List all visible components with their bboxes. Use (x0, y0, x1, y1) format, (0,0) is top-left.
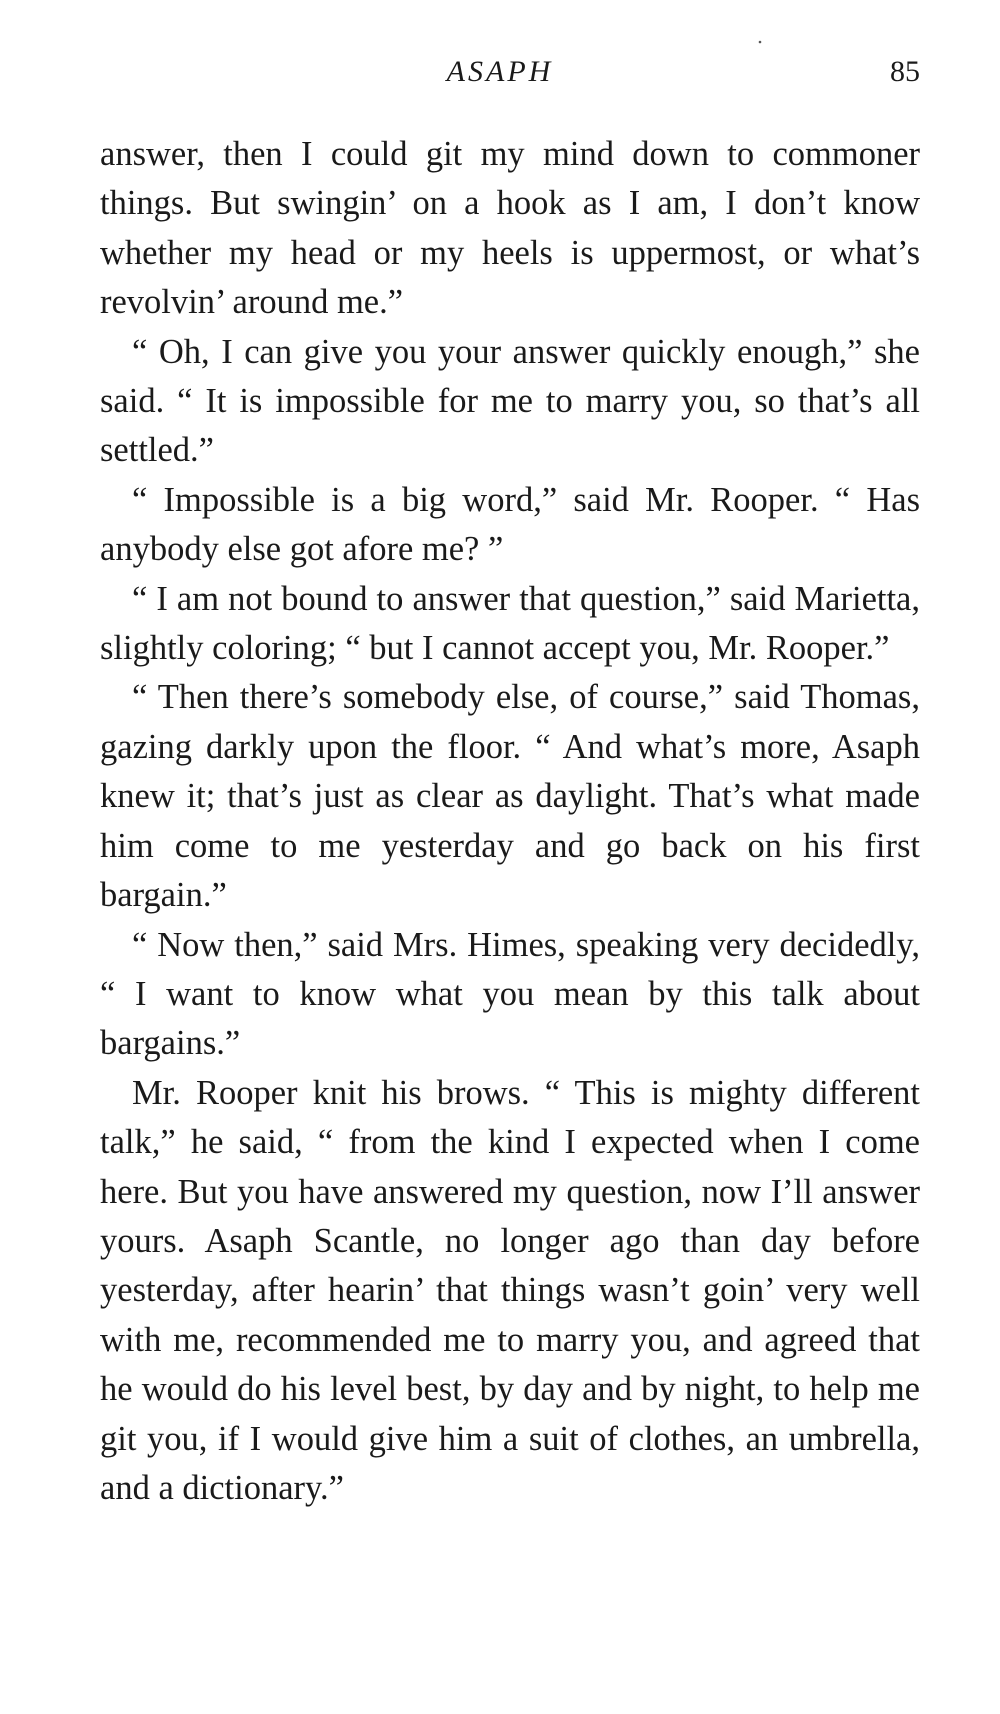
body-text (100, 130, 920, 1513)
running-head (0, 52, 1000, 92)
paragraph: Mr. Rooper knit his brows. “ This is mighty different talk,” he said, “ from the kind I expected when I come here. But you have answered my question, now I’ll answer yours. Asaph Scantle, no longer ago than day before yesterday, after hearin’ that things wasn’t goin’ very well with me, recommended me to marry you, and agreed that he would do his level best, by day and by night, to help me git you, if I would give him a suit of clothes, an umbrella, and a dictionary.” (100, 1073, 920, 1507)
paragraph: “ Then there’s somebody else, of course,” said Thomas, gazing darkly upon the floor. “ And what’s more, Asaph knew it; that’s just as clear as daylight. That’s what made him come to me yesterday and go back on his first bargain.” (100, 678, 920, 915)
paragraph: “ Impossible is a big word,” said Mr. Rooper. “ Has anybody else got afore me? ” (100, 480, 920, 569)
page-number: 85 (890, 55, 920, 88)
paragraph: “ Oh, I can give you your answer quickly enough,” she said. “ It is impossible for me to marry you, so that’s all settled.” (100, 332, 920, 470)
paragraph-continued: answer, then I could git my mind down to commoner things. But swingin’ on a hook as I am, I don’t know whether my head or my heels is uppermost, or what’s revolvin’ around me.” (100, 135, 920, 322)
paragraph: “ I am not bound to answer that question,” said Marietta, slightly coloring; “ but I cannot accept you, Mr. Rooper.” (100, 579, 920, 668)
paragraph: “ Now then,” said Mrs. Himes, speaking very decidedly, “ I want to know what you mean by this talk about bargains.” (100, 925, 920, 1063)
running-title: ASAPH (446, 55, 554, 88)
